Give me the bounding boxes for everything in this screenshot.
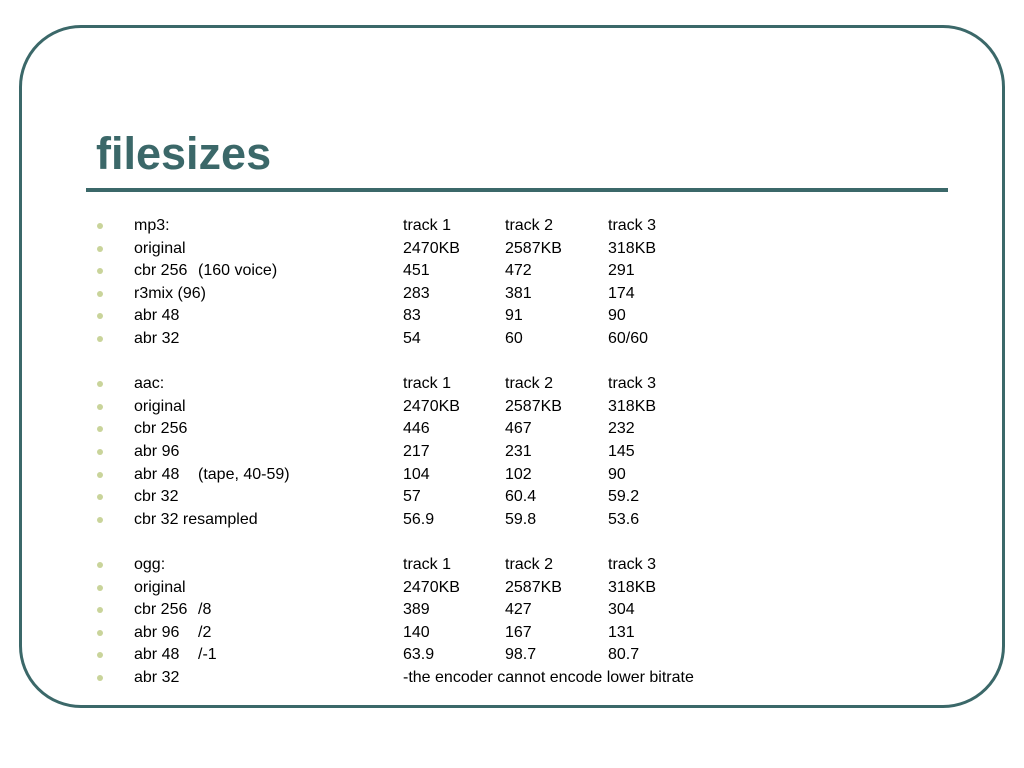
bullet-icon xyxy=(97,246,103,252)
row-label: original xyxy=(134,397,186,415)
track-3-value: 131 xyxy=(608,623,635,641)
track-2-value: track 2 xyxy=(505,555,554,573)
track-2-value: track 2 xyxy=(505,217,554,234)
row-label: cbr 256 xyxy=(134,601,188,619)
track-2-value: 102 xyxy=(505,465,532,483)
bullet-icon xyxy=(97,652,103,658)
track-2-value: 60 xyxy=(505,329,523,347)
section-spacer xyxy=(0,351,1024,374)
list-item xyxy=(0,464,1024,487)
row-label: cbr 32 resampled xyxy=(134,510,258,528)
track-2-value: 167 xyxy=(505,623,532,641)
list-item xyxy=(0,305,1024,328)
bullet-icon xyxy=(97,404,103,410)
list-item xyxy=(0,577,1024,600)
bullet-icon xyxy=(97,562,103,568)
track-2-value: 2587KB xyxy=(505,578,562,596)
track-3-value: 53.6 xyxy=(608,510,640,528)
list-item xyxy=(0,238,1024,261)
list-item xyxy=(0,599,1024,622)
track-1-value: 63.9 xyxy=(403,646,435,664)
list-item xyxy=(0,283,1024,306)
row-note: /-1 xyxy=(198,646,217,664)
list-item xyxy=(0,260,1024,283)
track-2-value: 2587KB xyxy=(505,239,562,257)
bullet-icon xyxy=(97,494,103,500)
list-item xyxy=(0,373,1024,396)
track-1-value: track 1 xyxy=(403,555,452,573)
track-1-value: 83 xyxy=(403,307,421,325)
track-2-value: 427 xyxy=(505,601,532,619)
track-3-value: 318KB xyxy=(608,397,657,415)
list-item xyxy=(0,396,1024,419)
filesize-list xyxy=(0,215,1024,689)
bullet-icon xyxy=(97,449,103,455)
row-label: abr 48 xyxy=(134,646,180,664)
track-2-value: 91 xyxy=(505,307,523,325)
track-3-value: 59.2 xyxy=(608,488,640,506)
track-3-value: 174 xyxy=(608,284,635,302)
track-1-value: 140 xyxy=(403,623,430,641)
bullet-icon xyxy=(97,268,103,274)
track-3-value: 80.7 xyxy=(608,646,640,664)
track-2-value: 231 xyxy=(505,442,532,460)
track-1-value: 104 xyxy=(403,465,430,483)
row-label: cbr 256 xyxy=(134,420,188,438)
track-1-value: 451 xyxy=(403,262,430,280)
list-item xyxy=(0,667,1024,690)
track-3-value: 60/60 xyxy=(608,329,649,347)
track-3-value: 90 xyxy=(608,307,626,325)
track-1-value: 56.9 xyxy=(403,510,435,528)
list-item xyxy=(0,644,1024,667)
track-1-value: 57 xyxy=(403,488,421,506)
track-3-value: 318KB xyxy=(608,578,657,596)
title-underline xyxy=(86,188,948,192)
track-1-value: 2470KB xyxy=(403,397,460,415)
row-label: abr 48 xyxy=(134,307,180,325)
row-label: abr 48 xyxy=(134,465,180,483)
list-item xyxy=(0,215,1024,238)
row-note: /2 xyxy=(198,623,212,641)
bullet-icon xyxy=(97,675,103,681)
slide-title: filesizes xyxy=(96,128,272,179)
list-item xyxy=(0,328,1024,351)
track-2-value: 472 xyxy=(505,262,532,280)
track-1-value: track 1 xyxy=(403,217,452,234)
list-item xyxy=(0,441,1024,464)
bullet-icon xyxy=(97,336,103,342)
track-3-value: 291 xyxy=(608,262,635,280)
track-3-value: 90 xyxy=(608,465,626,483)
row-note: /8 xyxy=(198,601,212,619)
track-2-value: 2587KB xyxy=(505,397,562,415)
track-2-value: 59.8 xyxy=(505,510,537,528)
track-3-value: 145 xyxy=(608,442,635,460)
track-2-value: 467 xyxy=(505,420,532,438)
bullet-icon xyxy=(97,607,103,613)
row-label: cbr 256 xyxy=(134,262,188,280)
list-item xyxy=(0,622,1024,645)
bullet-icon xyxy=(97,585,103,591)
row-label: abr 32 xyxy=(134,668,180,686)
row-label: original xyxy=(134,578,186,596)
track-1-value: 446 xyxy=(403,420,430,438)
bullet-icon xyxy=(97,291,103,297)
track-1-value: 54 xyxy=(403,329,421,347)
bullet-icon xyxy=(97,223,103,229)
track-1-value: 389 xyxy=(403,601,430,619)
row-label: abr 96 xyxy=(134,442,180,460)
row-label: original xyxy=(134,239,186,257)
track-3-value: 304 xyxy=(608,601,635,619)
list-item xyxy=(0,486,1024,509)
row-note: (160 voice) xyxy=(198,262,278,280)
section-spacer xyxy=(0,531,1024,554)
track-2-value: 381 xyxy=(505,284,532,302)
row-label: cbr 32 xyxy=(134,488,179,506)
row-label: ogg: xyxy=(134,555,166,573)
bullet-icon xyxy=(97,517,103,523)
bullet-icon xyxy=(97,630,103,636)
track-3-value: track 3 xyxy=(608,555,657,573)
track-1-value: 217 xyxy=(403,442,430,460)
track-1-value: 2470KB xyxy=(403,578,460,596)
list-item xyxy=(0,509,1024,532)
track-2-value: 98.7 xyxy=(505,646,537,664)
track-1-value: 2470KB xyxy=(403,239,460,257)
track-2-value: 60.4 xyxy=(505,488,537,506)
bullet-icon xyxy=(97,381,103,387)
track-1-value: track 1 xyxy=(403,375,452,393)
list-item xyxy=(0,554,1024,577)
row-label: r3mix (96) xyxy=(134,284,207,302)
track-2-value: track 2 xyxy=(505,375,554,393)
bullet-icon xyxy=(97,472,103,478)
row-label: aac: xyxy=(134,375,165,393)
track-1-value: 283 xyxy=(403,284,430,302)
bullet-icon xyxy=(97,313,103,319)
track-3-value: track 3 xyxy=(608,375,657,393)
track-3-value: 318KB xyxy=(608,239,657,257)
track-3-value: 232 xyxy=(608,420,635,438)
list-item xyxy=(0,418,1024,441)
row-label: abr 96 xyxy=(134,623,180,641)
row-note: (tape, 40-59) xyxy=(198,465,290,483)
row-label: mp3: xyxy=(134,217,170,234)
track-1-value: -the encoder cannot encode lower bitrate xyxy=(403,668,694,686)
track-3-value: track 3 xyxy=(608,217,657,234)
bullet-icon xyxy=(97,426,103,432)
row-label: abr 32 xyxy=(134,329,180,347)
